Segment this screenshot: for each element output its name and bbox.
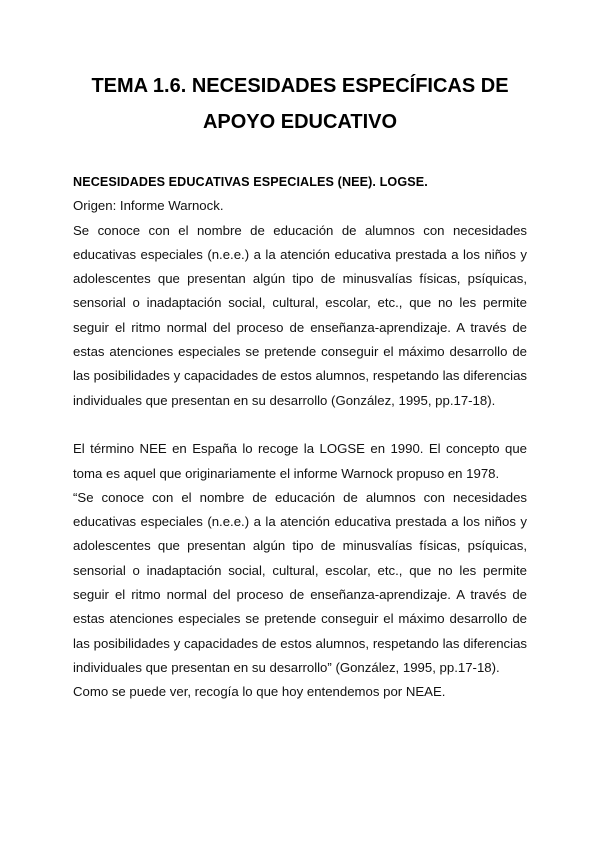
page-title	[60, 68, 540, 140]
paragraph-closing: Como se puede ver, recogía lo que hoy entendemos por NEAE.	[73, 684, 446, 700]
document-body	[73, 170, 527, 705]
origin-line: Origen: Informe Warnock.	[73, 198, 224, 214]
paragraph-logse: El término NEE en España lo recoge la LOGSE en 1990. El concepto que toma es aquel que originariamente el informe Warnock propuso en 1978.	[73, 441, 527, 481]
title-line-1: TEMA 1.6. NECESIDADES ESPECÍFICAS DE	[91, 75, 509, 97]
paragraph-quote: “Se conoce con el nombre de educación de alumnos con necesidades educativas especiales (n.e.e.) a la atención educativa prestada a los niños y adolescentes que presentan algún tipo de minusvalías físicas, psíquicas, sensorial o inadaptación social, cultural, escolar, etc., que no les permite seguir el ritmo normal del proceso de enseñanza-aprendizaje. A través de estas atenciones especiales se pretende conseguir el máximo desarrollo de las posibilidades y capacidades de estos alumnos, respetando las diferencias individuales que presentan en su desarrollo” (González, 1995, pp.17-18).	[73, 489, 527, 675]
section-heading: NECESIDADES EDUCATIVAS ESPECIALES (NEE). LOGSE.	[73, 175, 428, 189]
paragraph-definition: Se conoce con el nombre de educación de alumnos con necesidades educativas especiales (n.e.e.) a la atención educativa prestada a los niños y adolescentes que presentan algún tipo de minusvalías físicas, psíquicas, sensorial o inadaptación social, cultural, escolar, etc., que no les permite seguir el ritmo normal del proceso de enseñanza-aprendizaje. A través de estas atenciones especiales se pretende conseguir el máximo desarrollo de las posibilidades y capacidades de estos alumnos, respetando las diferencias individuales que presentan en su desarrollo (González, 1995, pp.17-18).	[73, 222, 527, 408]
title-line-2: APOYO EDUCATIVO	[202, 111, 398, 133]
paragraph-spacer	[73, 413, 527, 437]
